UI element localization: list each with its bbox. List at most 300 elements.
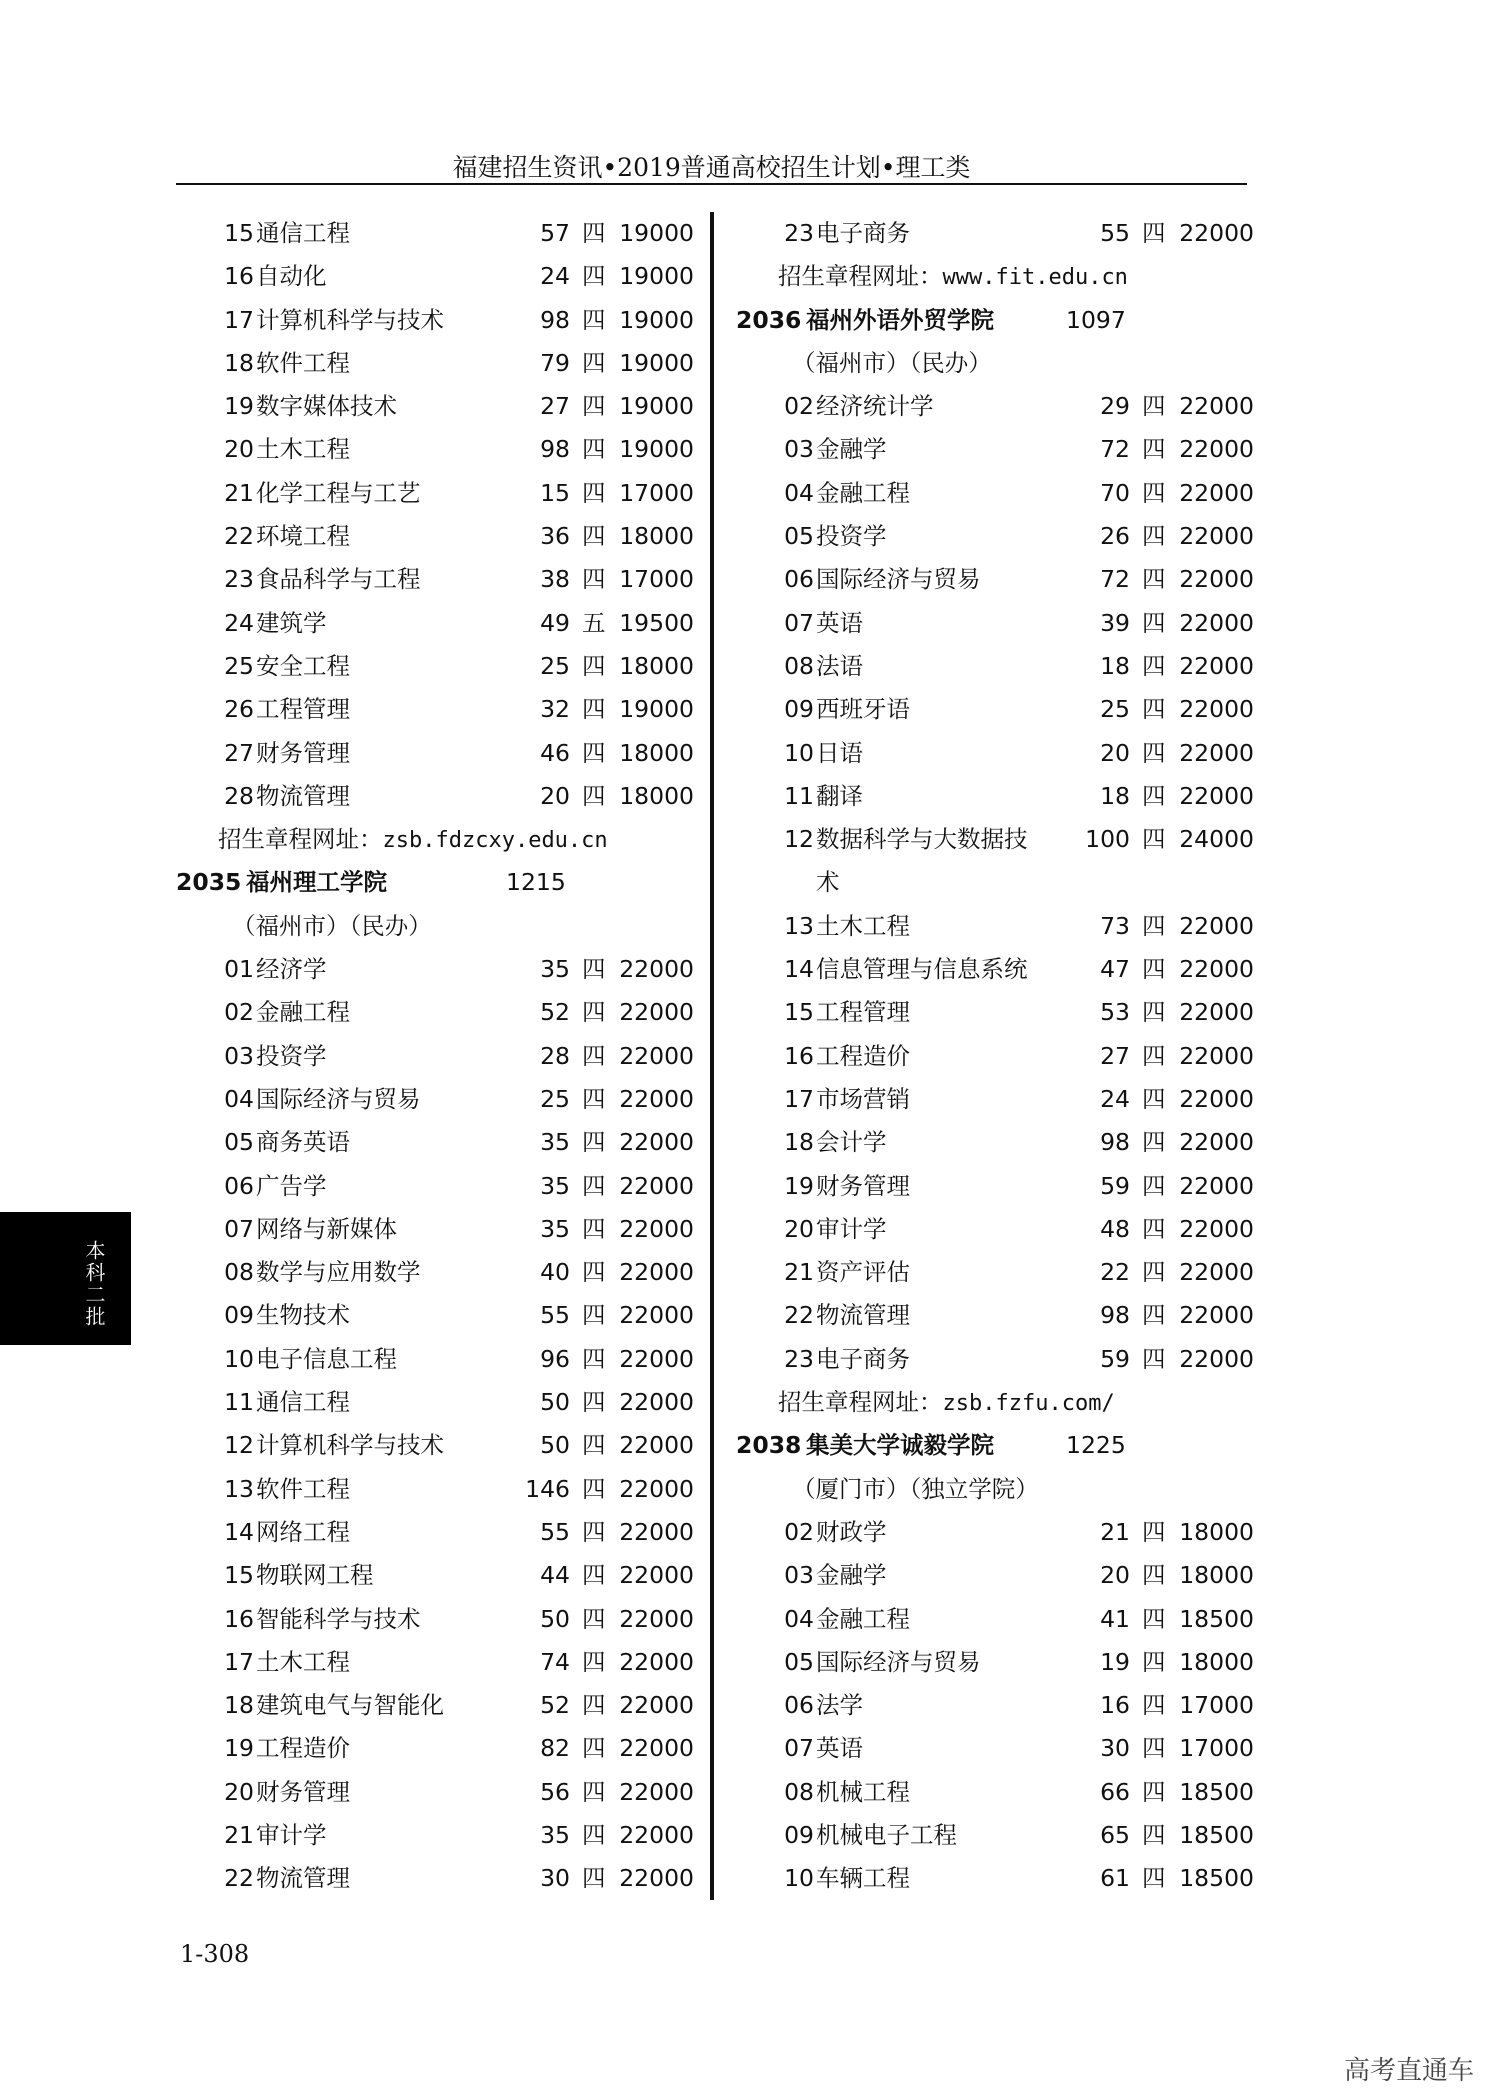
plan-count: 55: [540, 1301, 570, 1330]
major-row: [736, 1727, 1254, 1770]
study-years: 四: [582, 1474, 606, 1503]
major-row: [176, 991, 694, 1034]
plan-count: 35: [540, 955, 570, 984]
study-years: 四: [582, 955, 606, 984]
major-name: 经济学: [256, 955, 327, 984]
study-years: 四: [1142, 651, 1166, 680]
tuition-fee: 22000: [1179, 522, 1254, 551]
study-years: 五: [582, 608, 606, 637]
tuition-fee: 22000: [1179, 1171, 1254, 1200]
major-code: 14: [224, 1517, 254, 1546]
plan-count: 24: [540, 262, 570, 291]
study-years: 四: [1142, 478, 1166, 507]
major-row: [736, 212, 1254, 255]
study-years: 四: [1142, 608, 1166, 637]
major-name: 网络与新媒体: [256, 1214, 397, 1243]
major-code: 08: [784, 651, 814, 680]
major-code: 07: [224, 1214, 254, 1243]
school-header: [176, 861, 676, 904]
study-years: 四: [1142, 1864, 1166, 1893]
major-name: 财务管理: [256, 738, 350, 767]
major-row: [176, 1684, 694, 1727]
tuition-fee: 17000: [1179, 1691, 1254, 1720]
plan-count: 52: [540, 1691, 570, 1720]
plan-count: 41: [1100, 1604, 1130, 1633]
plan-count: 50: [540, 1604, 570, 1633]
major-code: 05: [224, 1128, 254, 1157]
major-code: 23: [224, 565, 254, 594]
tuition-fee: 18000: [619, 522, 694, 551]
major-row: [176, 1814, 694, 1857]
major-code: 28: [224, 781, 254, 810]
tuition-fee: 18500: [1179, 1777, 1254, 1806]
tuition-fee: 19500: [619, 608, 694, 637]
major-row: [736, 1511, 1254, 1554]
major-code: 08: [224, 1258, 254, 1287]
study-years: 四: [582, 392, 606, 421]
charter-url-address: zsb.fdzcxy.edu.cn: [382, 828, 608, 854]
side-tab-label: 本科二批: [82, 1240, 106, 1328]
plan-count: 100: [1085, 825, 1130, 854]
school-header: [736, 1424, 1236, 1467]
major-row: [176, 1771, 694, 1814]
charter-url-row: [736, 1381, 1236, 1424]
tuition-fee: 22000: [1179, 219, 1254, 247]
major-name: 金融学: [816, 435, 887, 464]
study-years: 四: [1142, 911, 1166, 940]
major-name: 西班牙语: [816, 695, 910, 724]
plan-count: 30: [540, 1864, 570, 1893]
major-code: 06: [784, 1691, 814, 1720]
major-code: 08: [784, 1777, 814, 1806]
major-row: [176, 1554, 694, 1597]
major-row: [176, 1641, 694, 1684]
tuition-fee: 22000: [1179, 565, 1254, 594]
major-row: [176, 1165, 694, 1208]
study-years: 四: [582, 1388, 606, 1417]
major-name: 金融工程: [816, 1604, 910, 1633]
major-row: [736, 645, 1254, 688]
right-column: [736, 212, 1254, 1901]
major-name: 车辆工程: [816, 1864, 910, 1893]
plan-count: 49: [540, 608, 570, 637]
major-code: 10: [224, 1344, 254, 1373]
major-name: 法语: [816, 651, 863, 680]
major-row: [176, 688, 694, 731]
study-years: 四: [1142, 1691, 1166, 1720]
study-years: 四: [1142, 955, 1166, 984]
tuition-fee: 22000: [1179, 392, 1254, 421]
major-code: 05: [784, 522, 814, 551]
major-name: 食品科学与工程: [256, 565, 421, 594]
study-years: 四: [1142, 1517, 1166, 1546]
major-code: 26: [224, 695, 254, 724]
school-location: [736, 342, 1236, 385]
major-name: 国际经济与贸易: [816, 1647, 981, 1676]
study-years: 四: [1142, 738, 1166, 767]
study-years: 四: [582, 435, 606, 464]
major-row: [736, 1814, 1254, 1857]
major-name: 物流管理: [256, 1864, 350, 1893]
major-code: 04: [224, 1084, 254, 1113]
major-code: 23: [784, 219, 814, 247]
tuition-fee: 22000: [619, 1604, 694, 1633]
major-name: 财务管理: [816, 1171, 910, 1200]
study-years: 四: [582, 348, 606, 377]
tuition-fee: 22000: [619, 1301, 694, 1330]
major-code: 11: [224, 1388, 254, 1417]
plan-count: 38: [540, 565, 570, 594]
plan-count: 20: [1100, 738, 1130, 767]
study-years: 四: [582, 1128, 606, 1157]
major-name: 通信工程: [256, 1388, 350, 1417]
major-name: 审计学: [816, 1214, 887, 1243]
tuition-fee: 18000: [619, 738, 694, 767]
major-name: 软件工程: [256, 1474, 350, 1503]
major-row: [736, 732, 1254, 775]
major-name: 工程管理: [256, 695, 350, 724]
major-name: 软件工程: [256, 348, 350, 377]
major-name: 投资学: [816, 522, 887, 551]
tuition-fee: 22000: [619, 1128, 694, 1157]
charter-url-address: www.fit.edu.cn: [942, 265, 1128, 291]
plan-count: 46: [540, 738, 570, 767]
study-years: 四: [582, 1041, 606, 1070]
major-row: [736, 905, 1254, 948]
plan-count: 70: [1100, 478, 1130, 507]
plan-count: 55: [1100, 219, 1130, 247]
plan-count: 29: [1100, 392, 1130, 421]
left-column: [176, 212, 694, 1901]
major-name: 英语: [816, 1734, 863, 1763]
major-row: [736, 948, 1254, 991]
major-row: [176, 1078, 694, 1121]
major-code: 09: [784, 1820, 814, 1849]
tuition-fee: 19000: [619, 305, 694, 334]
school-name: 集美大学诚毅学院: [806, 1431, 994, 1460]
major-name: 土木工程: [256, 1647, 350, 1676]
study-years: 四: [1142, 1041, 1166, 1070]
major-code: 14: [784, 955, 814, 984]
tuition-fee: 17000: [1179, 1734, 1254, 1763]
major-name: 通信工程: [256, 219, 350, 247]
major-code: 20: [224, 435, 254, 464]
major-name: 财政学: [816, 1517, 887, 1546]
major-code: 15: [224, 219, 254, 247]
major-code: 22: [224, 1864, 254, 1893]
school-total: 1215: [506, 868, 566, 897]
major-name: 市场营销: [816, 1084, 910, 1113]
plan-count: 98: [540, 305, 570, 334]
plan-count: 53: [1100, 998, 1130, 1027]
major-row: [736, 1338, 1254, 1381]
plan-count: 16: [1100, 1691, 1130, 1720]
tuition-fee: 22000: [619, 1474, 694, 1503]
major-row: [736, 602, 1254, 645]
tuition-fee: 22000: [1179, 1344, 1254, 1373]
study-years: 四: [1142, 1171, 1166, 1200]
study-years: 四: [582, 1864, 606, 1893]
study-years: 四: [582, 1171, 606, 1200]
major-name: 国际经济与贸易: [816, 565, 981, 594]
major-row: [176, 515, 694, 558]
major-code: 27: [224, 738, 254, 767]
major-name: 土木工程: [256, 435, 350, 464]
tuition-fee: 22000: [619, 1820, 694, 1849]
major-code: 11: [784, 781, 814, 810]
tuition-fee: 22000: [619, 1388, 694, 1417]
plan-count: 39: [1100, 608, 1130, 637]
header-rule: [176, 183, 1247, 185]
major-name: 财务管理: [256, 1777, 350, 1806]
plan-count: 27: [540, 392, 570, 421]
school-location-text: （福州市）（民办）: [232, 911, 432, 940]
school-total: 1097: [1066, 305, 1126, 334]
major-row: [736, 1165, 1254, 1208]
school-code: 2035: [176, 868, 242, 897]
major-code: 02: [784, 392, 814, 421]
tuition-fee: 18000: [1179, 1647, 1254, 1676]
major-row: [176, 732, 694, 775]
major-code: 04: [784, 1604, 814, 1633]
study-years: 四: [1142, 1258, 1166, 1287]
plan-count: 27: [1100, 1041, 1130, 1070]
study-years: 四: [1142, 565, 1166, 594]
tuition-fee: 22000: [619, 1561, 694, 1590]
plan-count: 72: [1100, 435, 1130, 464]
major-code: 19: [224, 392, 254, 421]
study-years: 四: [1142, 219, 1166, 247]
major-name: 资产评估: [816, 1258, 910, 1287]
tuition-fee: 22000: [619, 1734, 694, 1763]
study-years: 四: [1142, 1214, 1166, 1243]
plan-count: 74: [540, 1647, 570, 1676]
major-name: 建筑学: [256, 608, 327, 637]
tuition-fee: 19000: [619, 348, 694, 377]
major-name: 生物技术: [256, 1301, 350, 1330]
major-name: 土木工程: [816, 911, 910, 940]
study-years: 四: [1142, 1820, 1166, 1849]
major-name: 工程管理: [816, 998, 910, 1027]
study-years: 四: [582, 262, 606, 291]
tuition-fee: 24000: [1179, 825, 1254, 854]
study-years: 四: [582, 781, 606, 810]
plan-count: 24: [1100, 1084, 1130, 1113]
major-code: 16: [784, 1041, 814, 1070]
major-code: 12: [784, 825, 814, 854]
plan-count: 26: [1100, 522, 1130, 551]
tuition-fee: 22000: [1179, 738, 1254, 767]
tuition-fee: 22000: [619, 1214, 694, 1243]
tuition-fee: 19000: [619, 219, 694, 247]
major-code: 06: [224, 1171, 254, 1200]
major-name: 工程造价: [816, 1041, 910, 1070]
study-years: 四: [582, 1691, 606, 1720]
section-side-tab: [0, 1212, 131, 1345]
major-name-cont: 术: [816, 868, 840, 897]
major-code: 02: [224, 998, 254, 1027]
study-years: 四: [1142, 1301, 1166, 1330]
charter-url: [778, 255, 1128, 299]
major-row: [736, 1857, 1254, 1900]
tuition-fee: 18000: [619, 781, 694, 810]
plan-count: 19: [1100, 1647, 1130, 1676]
tuition-fee: 19000: [619, 262, 694, 291]
major-row: [176, 602, 694, 645]
major-row: [176, 212, 694, 255]
major-code: 09: [784, 695, 814, 724]
study-years: 四: [582, 478, 606, 507]
school-total: 1225: [1066, 1431, 1126, 1460]
major-code: 18: [224, 1691, 254, 1720]
major-name: 审计学: [256, 1820, 327, 1849]
school-name: 福州外语外贸学院: [806, 305, 994, 334]
major-code: 04: [784, 478, 814, 507]
major-code: 12: [224, 1431, 254, 1460]
tuition-fee: 22000: [619, 1258, 694, 1287]
plan-count: 59: [1100, 1344, 1130, 1373]
tuition-fee: 22000: [619, 1517, 694, 1546]
plan-count: 47: [1100, 955, 1130, 984]
major-row: [736, 515, 1254, 558]
school-header: [736, 299, 1236, 342]
major-name: 金融工程: [256, 998, 350, 1027]
major-row: [176, 255, 694, 298]
major-name: 法学: [816, 1691, 863, 1720]
major-code: 13: [224, 1474, 254, 1503]
major-row: [736, 688, 1254, 731]
major-row: [176, 385, 694, 428]
major-row: [736, 1554, 1254, 1597]
tuition-fee: 22000: [1179, 998, 1254, 1027]
tuition-fee: 18500: [1179, 1820, 1254, 1849]
study-years: 四: [582, 1604, 606, 1633]
study-years: 四: [1142, 825, 1166, 854]
major-name: 物流管理: [816, 1301, 910, 1330]
plan-count: 36: [540, 522, 570, 551]
plan-count: 96: [540, 1344, 570, 1373]
study-years: 四: [582, 305, 606, 334]
tuition-fee: 22000: [619, 1084, 694, 1113]
major-name: 物流管理: [256, 781, 350, 810]
school-location-text: （厦门市）（独立学院）: [792, 1474, 1039, 1503]
major-row: [736, 1641, 1254, 1684]
plan-count: 52: [540, 998, 570, 1027]
tuition-fee: 22000: [619, 1431, 694, 1460]
plan-count: 57: [540, 219, 570, 247]
plan-count: 48: [1100, 1214, 1130, 1243]
study-years: 四: [1142, 1647, 1166, 1676]
tuition-fee: 19000: [619, 392, 694, 421]
plan-count: 65: [1100, 1820, 1130, 1849]
major-row: [736, 428, 1254, 471]
study-years: 四: [582, 565, 606, 594]
major-code: 03: [784, 1561, 814, 1590]
plan-count: 35: [540, 1171, 570, 1200]
major-name: 金融学: [816, 1561, 887, 1590]
major-name: 工程造价: [256, 1734, 350, 1763]
major-row: [176, 558, 694, 601]
major-name: 建筑电气与智能化: [256, 1691, 444, 1720]
major-name: 电子信息工程: [256, 1344, 397, 1373]
major-name: 网络工程: [256, 1517, 350, 1546]
plan-count: 18: [1100, 651, 1130, 680]
tuition-fee: 22000: [1179, 1041, 1254, 1070]
major-row: [736, 1078, 1254, 1121]
study-years: 四: [582, 1734, 606, 1763]
tuition-fee: 18500: [1179, 1864, 1254, 1893]
major-name: 电子商务: [816, 219, 910, 247]
study-years: 四: [1142, 1604, 1166, 1633]
tuition-fee: 22000: [1179, 651, 1254, 680]
charter-url: [218, 818, 608, 862]
tuition-fee: 22000: [1179, 608, 1254, 637]
major-code: 10: [784, 1864, 814, 1893]
study-years: 四: [1142, 781, 1166, 810]
watermark: 高考直通车: [1343, 2056, 1474, 2086]
study-years: 四: [1142, 392, 1166, 421]
major-row: [176, 1468, 694, 1511]
major-name: 国际经济与贸易: [256, 1084, 421, 1113]
study-years: 四: [582, 1647, 606, 1676]
major-row: [736, 1684, 1254, 1727]
tuition-fee: 22000: [1179, 1301, 1254, 1330]
major-code: 22: [784, 1301, 814, 1330]
major-name: 投资学: [256, 1041, 327, 1070]
major-row: [736, 1208, 1254, 1251]
major-row: [176, 428, 694, 471]
study-years: 四: [1142, 1734, 1166, 1763]
major-code: 01: [224, 955, 254, 984]
major-name: 金融工程: [816, 478, 910, 507]
study-years: 四: [1142, 1777, 1166, 1806]
tuition-fee: 18000: [1179, 1517, 1254, 1546]
major-row: [736, 1771, 1254, 1814]
major-row: [736, 1251, 1254, 1294]
major-name: 智能科学与技术: [256, 1604, 421, 1633]
tuition-fee: 22000: [619, 1691, 694, 1720]
tuition-fee: 17000: [619, 478, 694, 507]
major-code: 18: [784, 1128, 814, 1157]
major-row: [736, 818, 1254, 861]
major-code: 10: [784, 738, 814, 767]
major-code: 02: [784, 1517, 814, 1546]
plan-count: 35: [540, 1214, 570, 1243]
plan-count: 55: [540, 1517, 570, 1546]
plan-count: 35: [540, 1820, 570, 1849]
study-years: 四: [1142, 695, 1166, 724]
major-row: [736, 1294, 1254, 1337]
plan-count: 50: [540, 1431, 570, 1460]
charter-url-row: [176, 818, 676, 861]
tuition-fee: 22000: [1179, 1258, 1254, 1287]
plan-count: 18: [1100, 781, 1130, 810]
major-code: 17: [224, 305, 254, 334]
study-years: 四: [582, 1214, 606, 1243]
tuition-fee: 22000: [619, 955, 694, 984]
charter-url-label: 招生章程网址：: [778, 1388, 943, 1417]
major-name: 商务英语: [256, 1128, 350, 1157]
plan-count: 15: [540, 478, 570, 507]
major-code: 06: [784, 565, 814, 594]
plan-count: 25: [1100, 695, 1130, 724]
major-row: [736, 385, 1254, 428]
tuition-fee: 22000: [1179, 1084, 1254, 1113]
tuition-fee: 22000: [1179, 478, 1254, 507]
major-code: 05: [784, 1647, 814, 1676]
study-years: 四: [582, 1301, 606, 1330]
charter-url: [778, 1381, 1115, 1425]
